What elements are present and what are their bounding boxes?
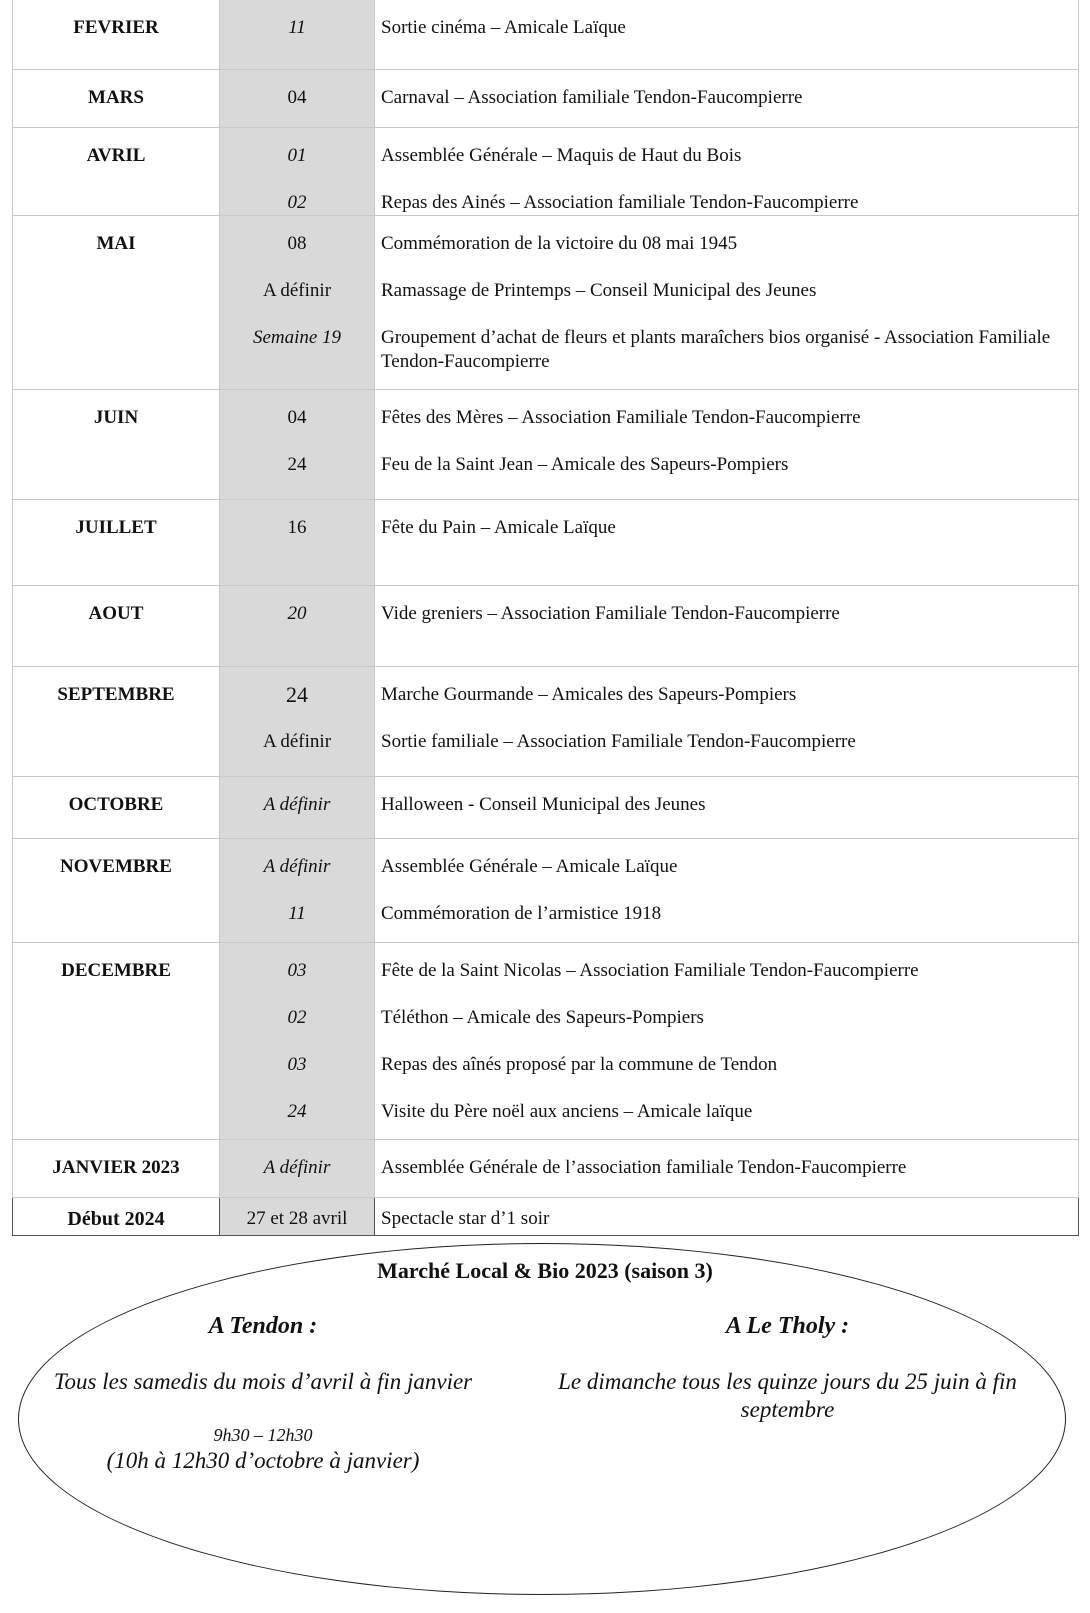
date-cell bbox=[220, 69, 375, 127]
month-label: MARS bbox=[88, 86, 144, 108]
date-value: 27 et 28 avril bbox=[246, 1207, 348, 1229]
event-text: Assemblée Générale – Maquis de Haut du Bois bbox=[381, 144, 742, 166]
event-text: Assemblée Générale – Amicale Laïque bbox=[381, 855, 678, 877]
date-value: A définir bbox=[262, 279, 332, 301]
event-cell bbox=[375, 1197, 1079, 1235]
event-text: Repas des Ainés – Association familiale Tendon-Faucompierre bbox=[381, 191, 859, 213]
event-text: Fêtes des Mères – Association Familiale Tendon-Faucompierre bbox=[381, 406, 861, 428]
date-cell bbox=[220, 499, 375, 585]
month-label: JUIN bbox=[93, 406, 139, 428]
date-value: 11 bbox=[288, 17, 306, 38]
event-text: Carnaval – Association familiale Tendon-Faucompierre bbox=[381, 86, 803, 108]
date-value: Semaine 19 bbox=[252, 326, 342, 348]
date-value: A définir bbox=[263, 793, 331, 815]
le-tholy-heading: A Le Tholy : bbox=[725, 1313, 850, 1339]
month-label: NOVEMBRE bbox=[60, 855, 172, 877]
event-text: Commémoration de l’armistice 1918 bbox=[381, 902, 662, 924]
date-value: 11 bbox=[288, 902, 306, 924]
event-text: Spectacle star d’1 soir bbox=[381, 1207, 550, 1229]
tendon-hours: 9h30 – 12h30 bbox=[213, 1425, 313, 1445]
event-text: Repas des aînés proposé par la commune de Tendon bbox=[381, 1053, 778, 1075]
month-cell bbox=[13, 585, 220, 666]
event-text: Ramassage de Printemps – Conseil Municipal des Jeunes bbox=[381, 279, 817, 301]
month-cell bbox=[13, 776, 220, 838]
event-cell bbox=[375, 1139, 1079, 1197]
date-cell bbox=[220, 215, 375, 389]
tendon-schedule: Tous les samedis du mois d’avril à fin janvier bbox=[53, 1369, 473, 1394]
month-cell bbox=[13, 1139, 220, 1197]
month-label: Début 2024 bbox=[67, 1207, 165, 1230]
date-value: 16 bbox=[287, 516, 307, 538]
date-value: 02 bbox=[287, 1006, 307, 1028]
date-value: 24 bbox=[287, 1100, 307, 1122]
table-row-aout bbox=[13, 585, 1079, 666]
date-value: 03 bbox=[287, 959, 307, 981]
month-label: AOUT bbox=[88, 602, 144, 624]
table-row-juin bbox=[13, 389, 1079, 499]
date-value: 24 bbox=[287, 453, 307, 475]
event-text: Commémoration de la victoire du 08 mai 1945 bbox=[381, 232, 738, 254]
table-row-mai bbox=[13, 215, 1079, 389]
month-cell bbox=[13, 0, 220, 69]
event-cell bbox=[375, 585, 1079, 666]
month-label: OCTOBRE bbox=[68, 793, 164, 815]
event-text: Visite du Père noël aux anciens – Amicale laïque bbox=[381, 1100, 753, 1122]
event-text: Marche Gourmande – Amicales des Sapeurs-Pompiers bbox=[381, 683, 797, 705]
event-text: Halloween - Conseil Municipal des Jeunes bbox=[381, 793, 706, 815]
month-label: DECEMBRE bbox=[61, 959, 171, 981]
month-label: MAI bbox=[96, 232, 136, 254]
date-cell bbox=[220, 389, 375, 499]
event-cell bbox=[375, 389, 1079, 499]
date-cell bbox=[220, 942, 375, 1139]
month-cell bbox=[13, 499, 220, 585]
month-label: JUILLET bbox=[75, 516, 157, 538]
event-cell bbox=[375, 776, 1079, 838]
le-tholy-schedule: Le dimanche tous les quinze jours du 25 juin à fin septembre bbox=[558, 1369, 1017, 1422]
month-cell bbox=[13, 838, 220, 942]
date-cell bbox=[220, 0, 375, 69]
tendon-winter-hours: (10h à 12h30 d’octobre à janvier) bbox=[106, 1448, 420, 1473]
month-cell bbox=[13, 69, 220, 127]
event-cell bbox=[375, 127, 1079, 215]
date-value: 20 bbox=[287, 602, 307, 624]
table-row-decembre bbox=[13, 942, 1079, 1139]
events-calendar-table bbox=[12, 0, 1079, 1236]
table-row-septembre bbox=[13, 666, 1079, 776]
event-text: Téléthon – Amicale des Sapeurs-Pompiers bbox=[381, 1006, 704, 1028]
month-cell bbox=[13, 666, 220, 776]
date-value: 08 bbox=[287, 232, 307, 254]
table-row-fevrier bbox=[13, 0, 1079, 69]
month-label: SEPTEMBRE bbox=[57, 683, 175, 705]
event-cell bbox=[375, 0, 1079, 69]
date-value: 03 bbox=[287, 1053, 307, 1075]
month-cell bbox=[13, 127, 220, 215]
event-text: Sortie cinéma – Amicale Laïque bbox=[381, 17, 626, 38]
table-row-novembre bbox=[13, 838, 1079, 942]
event-cell bbox=[375, 69, 1079, 127]
table-row-juillet bbox=[13, 499, 1079, 585]
table-row-debut-2024 bbox=[13, 1197, 1079, 1235]
event-cell bbox=[375, 499, 1079, 585]
month-cell bbox=[13, 215, 220, 389]
date-value: 04 bbox=[287, 86, 307, 108]
month-cell bbox=[13, 942, 220, 1139]
event-cell bbox=[375, 666, 1079, 776]
event-text: Vide greniers – Association Familiale Tendon-Faucompierre bbox=[381, 602, 840, 624]
event-cell bbox=[375, 838, 1079, 942]
date-cell bbox=[220, 127, 375, 215]
date-value: A définir bbox=[263, 1156, 331, 1178]
market-title: Marché Local & Bio 2023 (saison 3) bbox=[377, 1258, 713, 1283]
table-row-octobre bbox=[13, 776, 1079, 838]
date-cell bbox=[220, 666, 375, 776]
date-value: 24 bbox=[286, 681, 308, 707]
event-text: Assemblée Générale de l’association familiale Tendon-Faucompierre bbox=[381, 1156, 907, 1178]
date-value: A définir bbox=[262, 730, 332, 752]
table-row-janvier-2023 bbox=[13, 1139, 1079, 1197]
date-value: 01 bbox=[287, 144, 307, 166]
event-text: Fête du Pain – Amicale Laïque bbox=[381, 516, 616, 538]
event-cell bbox=[375, 215, 1079, 389]
event-text: Feu de la Saint Jean – Amicale des Sapeurs-Pompiers bbox=[381, 453, 789, 475]
date-cell bbox=[220, 1197, 375, 1235]
date-value: A définir bbox=[263, 855, 331, 877]
table-row-avril bbox=[13, 127, 1079, 215]
month-label: FEVRIER bbox=[73, 17, 159, 38]
month-label: AVRIL bbox=[86, 144, 146, 166]
tendon-heading: A Tendon : bbox=[208, 1313, 318, 1339]
month-cell bbox=[13, 1197, 220, 1235]
date-value: 02 bbox=[287, 191, 307, 213]
event-text: Fête de la Saint Nicolas – Association Familiale Tendon-Faucompierre bbox=[381, 959, 919, 981]
event-cell bbox=[375, 942, 1079, 1139]
table-row-mars bbox=[13, 69, 1079, 127]
event-text: Groupement d’achat de fleurs et plants maraîchers bios organisé - Association Familiale Tendon-Faucompierre bbox=[381, 326, 1051, 372]
month-label: JANVIER 2023 bbox=[52, 1156, 180, 1178]
event-text: Sortie familiale – Association Familiale Tendon-Faucompierre bbox=[381, 730, 856, 752]
date-cell bbox=[220, 838, 375, 942]
date-cell bbox=[220, 776, 375, 838]
date-value: 04 bbox=[287, 406, 307, 428]
date-cell bbox=[220, 585, 375, 666]
month-cell bbox=[13, 389, 220, 499]
date-cell bbox=[220, 1139, 375, 1197]
